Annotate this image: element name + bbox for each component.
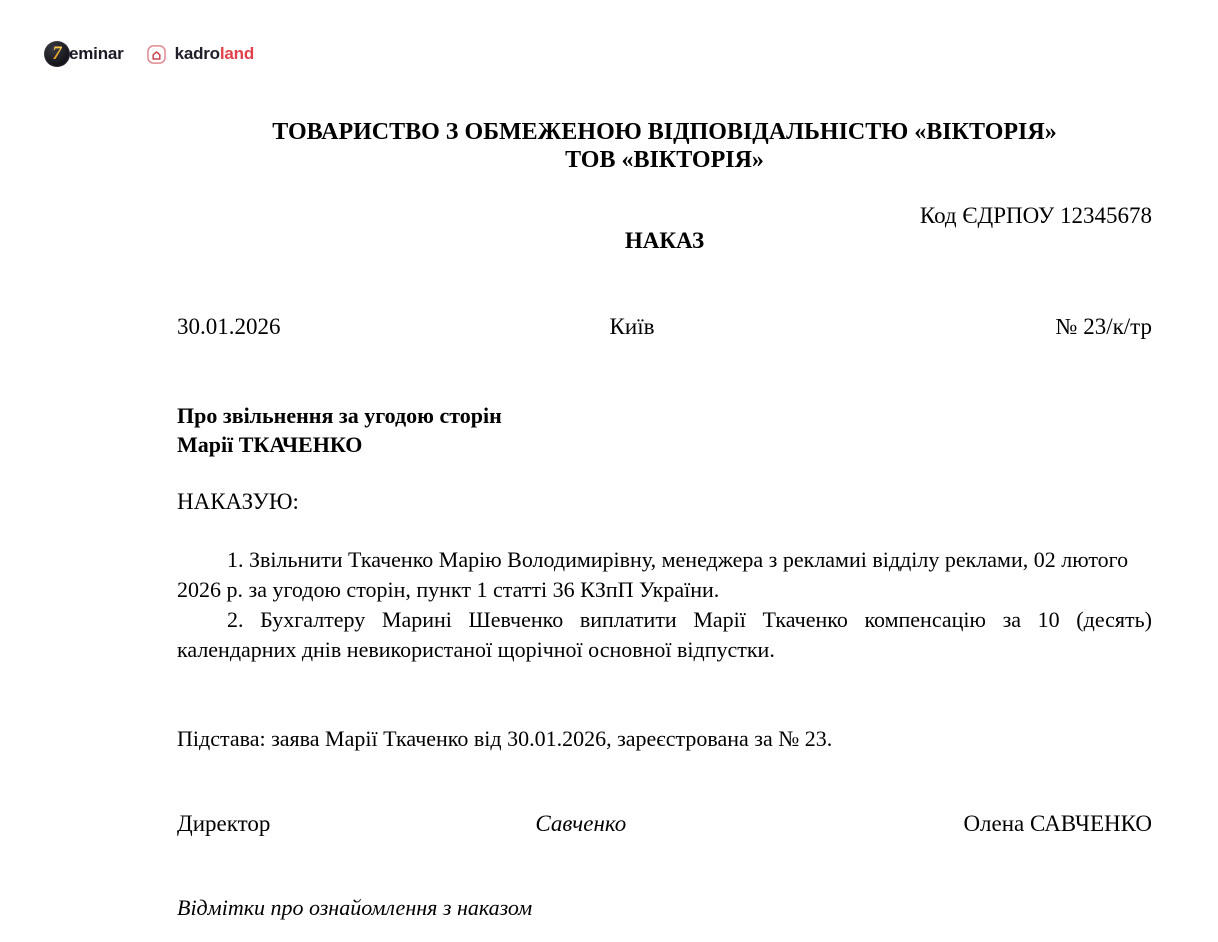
handwritten-signature: Савченко xyxy=(535,811,627,836)
zeminar-logo[interactable] xyxy=(44,39,124,69)
document-meta-row xyxy=(177,314,1152,340)
order-command-word: НАКАЗУЮ: xyxy=(177,489,299,514)
order-body xyxy=(177,545,1152,665)
signature-row xyxy=(177,811,1152,837)
order-document xyxy=(174,0,1152,942)
acknowledgement-note: Відмітки про ознайомлення з наказом xyxy=(177,895,533,920)
kadroland-word-dark: kadro xyxy=(174,44,220,63)
organization-title xyxy=(177,118,1152,174)
order-subject-line-2: Марії ТКАЧЕНКО xyxy=(177,432,363,457)
order-clause-2: 2. Бухгалтеру Марині Шевченко виплатити Марії Ткаченко компенсацію за 10 (десять) календарних днів невикористаної щорічної основної відпустки. xyxy=(177,607,1152,662)
signatory-name: Олена САВЧЕНКО xyxy=(963,811,1152,836)
organization-title-line-2: ТОВ «ВІКТОРІЯ» xyxy=(565,147,764,173)
order-basis: Підстава: заява Марії Ткаченко від 30.01.2026, зареєстрована за № 23. xyxy=(177,726,833,751)
order-place: Київ xyxy=(609,314,655,339)
order-clause-1: 1. Звільнити Ткаченко Марію Володимирівну, менеджера з рекламиi відділу реклами, 02 лютого 2026 р. за угодою сторін, пункт 1 статті 36 КЗпП України. xyxy=(177,547,1129,602)
zeminar-seven-icon xyxy=(44,41,70,67)
order-date: 30.01.2026 xyxy=(177,314,281,339)
zeminar-seven-glyph: 7 xyxy=(52,42,62,64)
organization-title-line-1: ТОВАРИСТВО З ОБМЕЖЕНОЮ ВІДПОВІДАЛЬНІСТЮ «ВІКТОРІЯ» xyxy=(272,119,1057,145)
home-outline-icon xyxy=(146,44,167,65)
kadroland-word-accent: land xyxy=(219,44,255,63)
document-type-heading: НАКАЗ xyxy=(624,228,705,253)
signatory-role: Директор xyxy=(177,811,271,836)
edrpou-code: Код ЄДРПОУ 12345678 xyxy=(919,203,1152,228)
order-number: № 23/к/тр xyxy=(1055,314,1152,339)
order-subject-line-1: Про звільнення за угодою сторін xyxy=(177,403,502,428)
zeminar-wordmark: eminar xyxy=(69,44,124,63)
order-subject xyxy=(177,401,1152,459)
